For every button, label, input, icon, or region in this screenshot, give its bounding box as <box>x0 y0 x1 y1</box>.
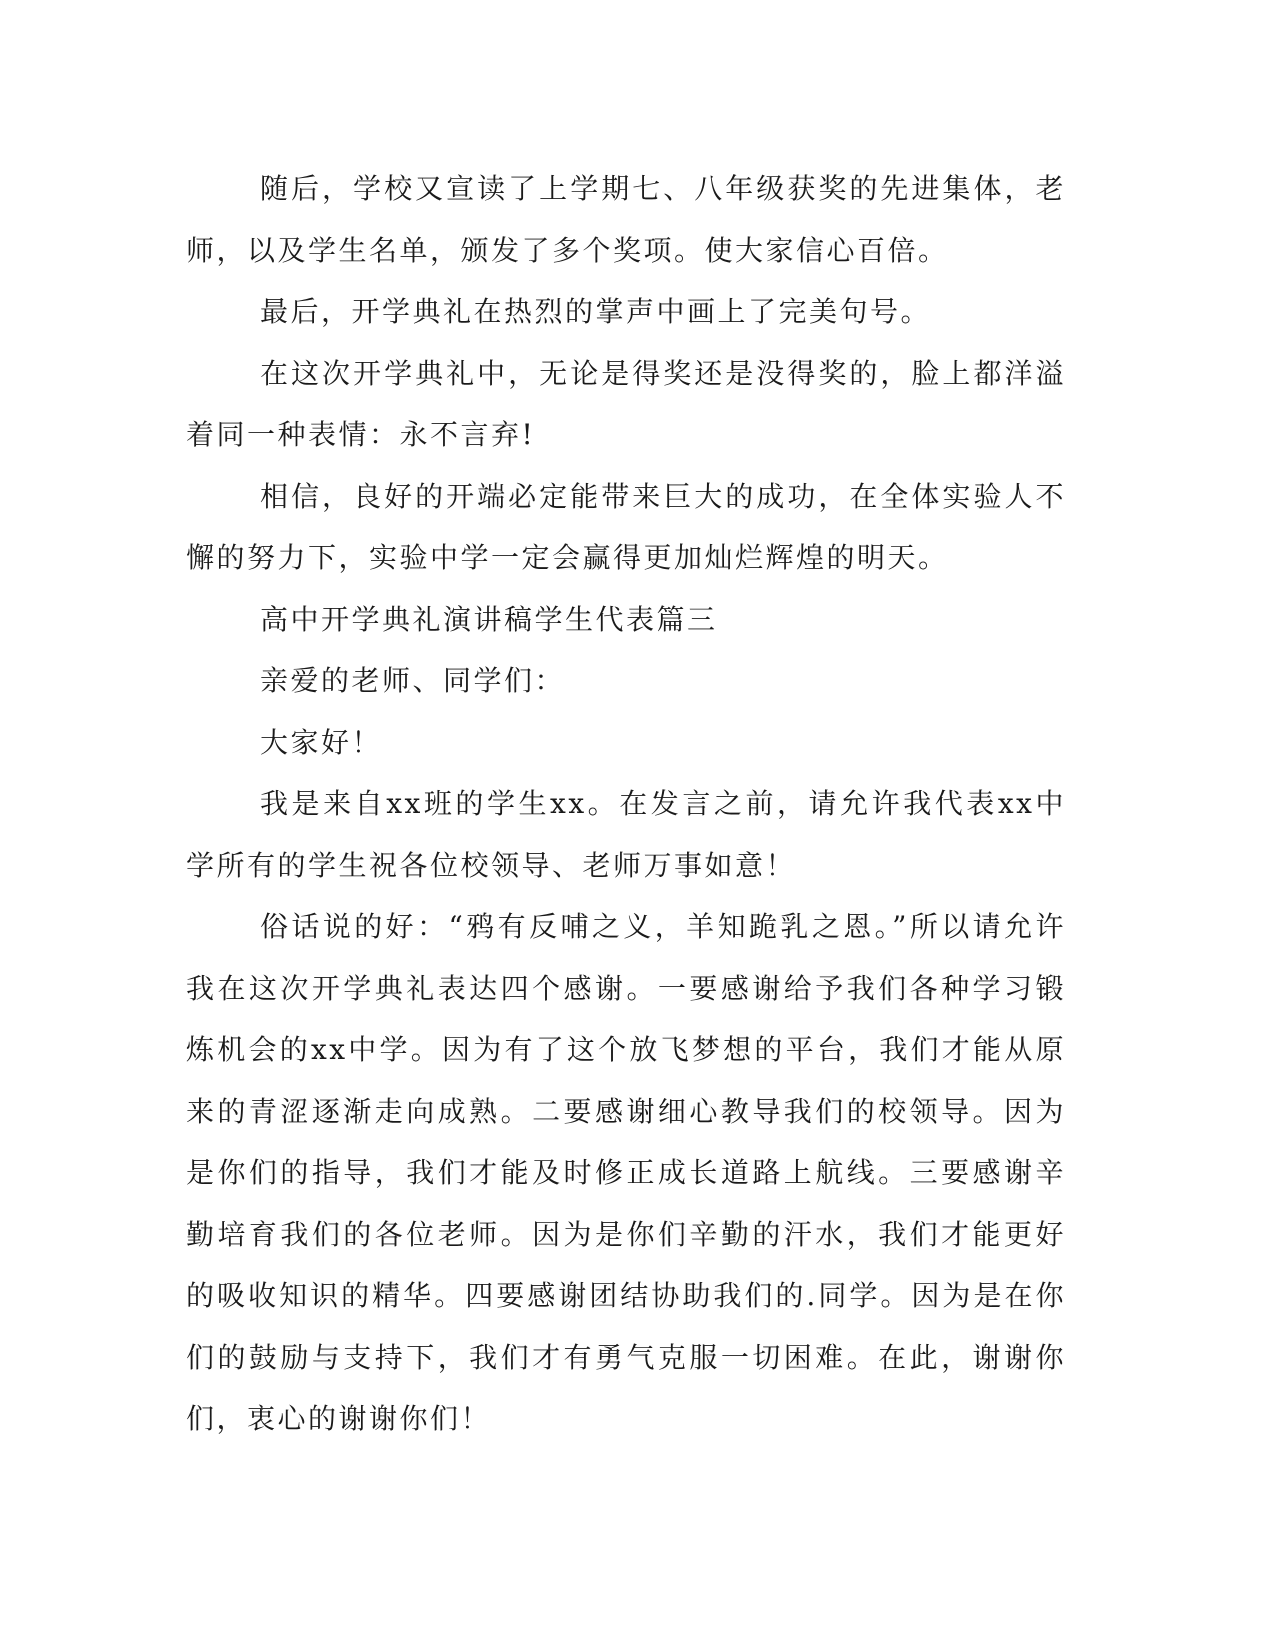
paragraph-ending: 最后，开学典礼在热烈的掌声中画上了完美句号。 <box>260 295 932 328</box>
greeting: 大家好！ <box>260 725 383 759</box>
paragraph-belief: 相信，良好的开端必定能带来巨大的成功，在全体实验人不懈的努力下，实验中学一定会赢得更加灿烂辉煌的明天。 <box>186 479 1066 574</box>
paragraph-awards: 随后，学校又宣读了上学期七、八年级获奖的先进集体，老师，以及学生名单，颁发了多个奖项。使大家信心百倍。 <box>186 172 1066 267</box>
salutation: 亲爱的老师、同学们： <box>260 664 566 697</box>
paragraph-expression: 在这次开学典礼中，无论是得奖还是没得奖的，脸上都洋溢着同一种表情：永不言弃! <box>186 356 1066 451</box>
section-heading: 高中开学典礼演讲稿学生代表篇三 <box>260 602 718 636</box>
document-body <box>186 158 1066 1450</box>
paragraph-thanks: 俗话说的好：“鸦有反哺之义，羊知跪乳之恩。”所以请允许我在这次开学典礼表达四个感谢。一要感谢给予我们各种学习锻炼机会的xx中学。因为有了这个放飞梦想的平台，我们才能从原来的青涩逐渐走向成熟。二要感谢细心教导我们的校领导。因为是你们的指导，我们才能及时修正成长道路上航线。三要感谢辛勤培育我们的各位老师。因为是你们辛勤的汗水，我们才能更好的吸收知识的精华。四要感谢团结协助我们的.同学。因为是在你们的鼓励与支持下，我们才有勇气克服一切困难。在此，谢谢你们，衷心的谢谢你们！ <box>186 910 1066 1435</box>
paragraph-introduction: 我是来自xx班的学生xx。在发言之前，请允许我代表xx中学所有的学生祝各位校领导、老师万事如意！ <box>186 787 1066 882</box>
